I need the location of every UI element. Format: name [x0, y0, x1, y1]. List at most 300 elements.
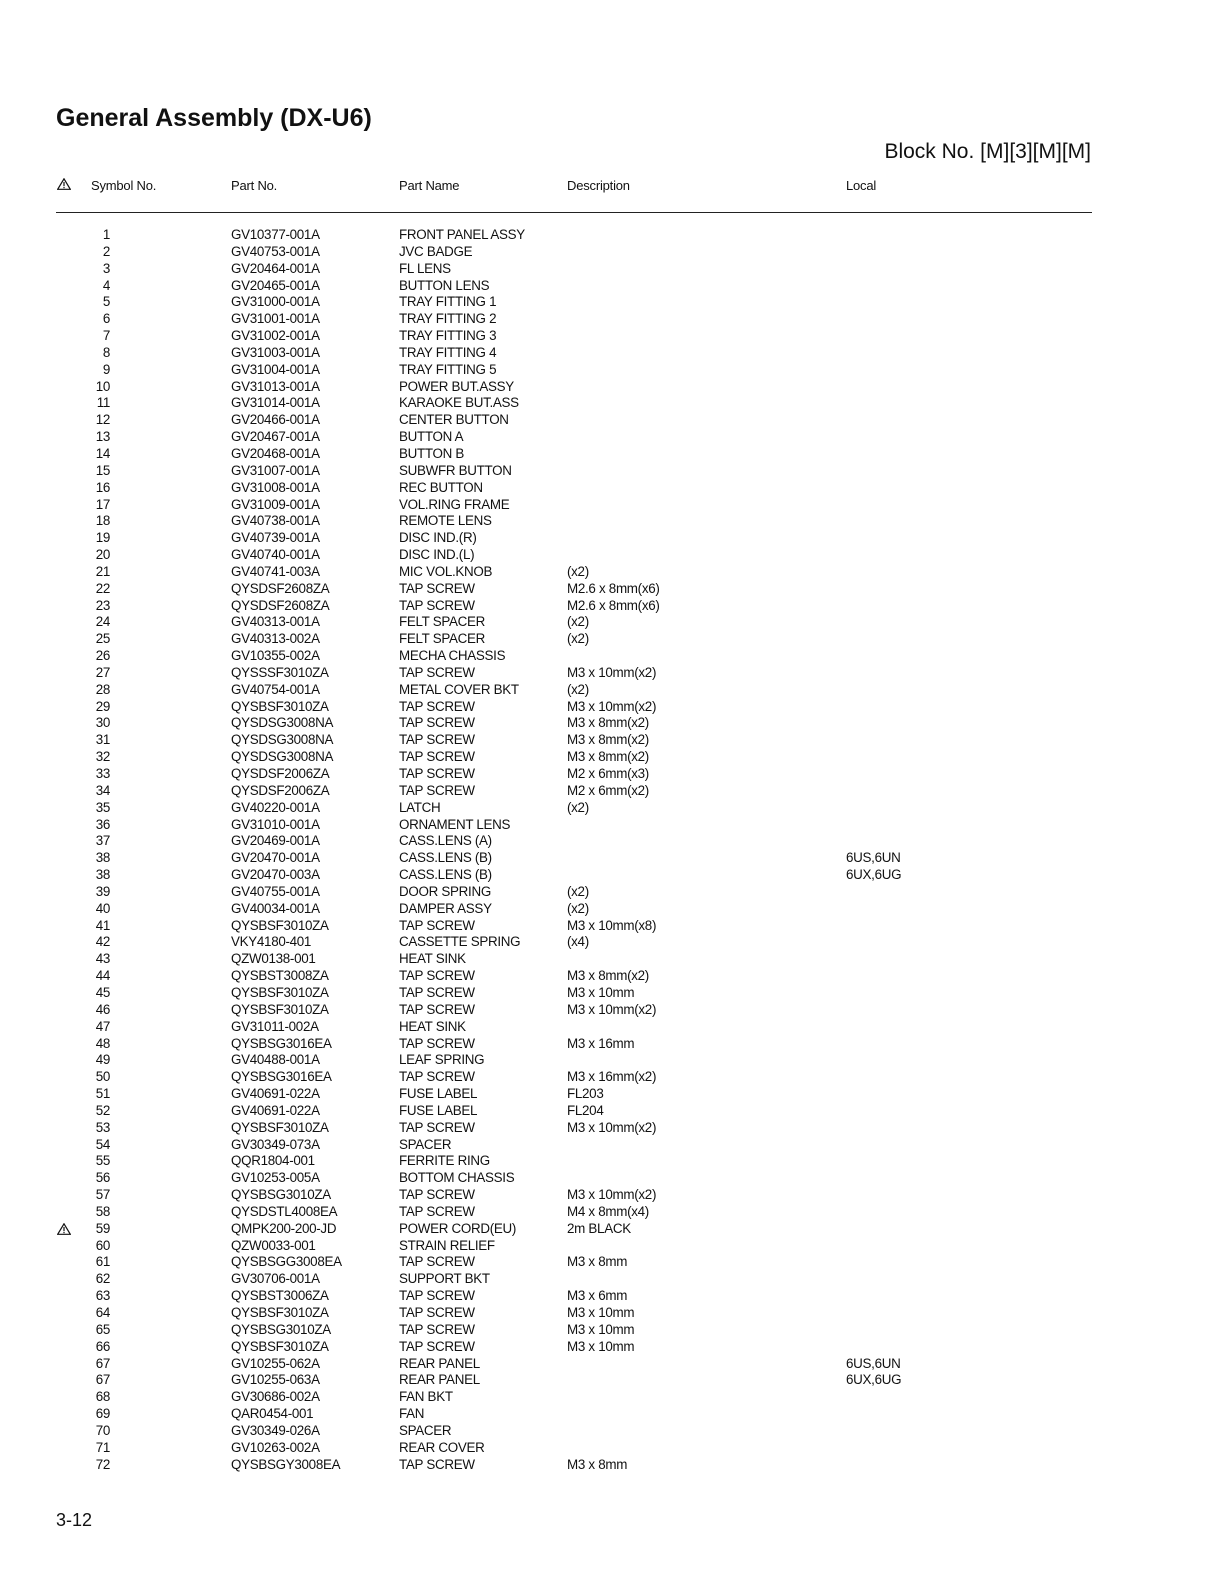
part-name-cell: POWER BUT.ASSY — [399, 378, 514, 394]
table-row — [0, 446, 1219, 463]
symbol-no-cell: 57 — [95, 1187, 110, 1203]
symbol-no-cell: 71 — [95, 1439, 110, 1455]
table-row — [0, 1423, 1219, 1440]
part-name-cell: REMOTE LENS — [399, 513, 492, 529]
table-row — [0, 1288, 1219, 1305]
description-cell: M2.6 x 8mm(x6) — [567, 580, 660, 596]
table-row — [0, 934, 1219, 951]
part-name-cell: TAP SCREW — [399, 749, 475, 765]
part-name-cell: TAP SCREW — [399, 766, 475, 781]
part-no-cell: QYSBSGG3008EA — [231, 1254, 342, 1270]
table-row — [0, 1086, 1219, 1103]
part-name-cell: TAP SCREW — [399, 1456, 475, 1472]
part-no-cell: QYSBSF3010ZA — [231, 1305, 329, 1320]
part-no-cell: QQR1804-001 — [231, 1153, 315, 1169]
symbol-no-cell: 43 — [95, 951, 110, 967]
part-no-cell: GV10263-002A — [231, 1439, 320, 1455]
symbol-no-cell: 52 — [95, 1102, 110, 1118]
symbol-no-cell: 49 — [95, 1052, 110, 1068]
symbol-no-cell: 1 — [102, 227, 110, 242]
table-row — [0, 598, 1219, 615]
symbol-no-cell: 55 — [95, 1153, 110, 1169]
symbol-no-cell: 70 — [95, 1422, 110, 1438]
symbol-no-cell: 38 — [95, 867, 110, 883]
table-row — [0, 715, 1219, 732]
description-cell: M3 x 16mm — [567, 1035, 635, 1051]
part-no-cell: QYSBSF3010ZA — [231, 1338, 329, 1354]
description-cell: M3 x 10mm(x2) — [567, 1001, 657, 1017]
symbol-no-cell: 35 — [95, 799, 110, 815]
symbol-no-cell: 18 — [95, 513, 110, 529]
table-row — [0, 1052, 1219, 1069]
table-row — [0, 648, 1219, 665]
part-no-cell: GV40313-002A — [231, 631, 320, 647]
part-no-cell: QMPK200-200-JD — [231, 1220, 337, 1236]
part-no-cell: QYSDSF2608ZA — [231, 597, 330, 613]
table-row — [0, 530, 1219, 547]
table-row — [0, 480, 1219, 497]
description-cell: (x2) — [567, 883, 589, 899]
symbol-no-cell: 4 — [102, 277, 110, 293]
symbol-no-cell: 17 — [95, 496, 110, 512]
table-row — [0, 800, 1219, 817]
symbol-no-cell: 12 — [95, 412, 110, 428]
symbol-no-cell: 62 — [95, 1271, 110, 1287]
part-no-cell: GV40755-001A — [231, 883, 320, 899]
part-name-cell: FELT SPACER — [399, 631, 485, 647]
table-row — [0, 1069, 1219, 1086]
warning-triangle-icon — [57, 178, 71, 190]
symbol-no-cell: 68 — [95, 1389, 110, 1405]
table-row — [0, 581, 1219, 598]
table-row — [0, 1440, 1219, 1457]
description-cell: (x4) — [567, 934, 589, 950]
part-no-cell: GV20470-003A — [231, 867, 320, 883]
table-row — [0, 614, 1219, 631]
symbol-no-cell: 34 — [95, 782, 110, 798]
table-row — [0, 968, 1219, 985]
part-name-cell: CASSETTE SPRING — [399, 934, 521, 950]
part-name-cell: BUTTON LENS — [399, 277, 490, 293]
part-name-cell: STRAIN RELIEF — [399, 1237, 495, 1253]
table-row — [0, 395, 1219, 412]
part-no-cell: QYSBSF3010ZA — [231, 1001, 329, 1017]
description-cell: M3 x 10mm — [567, 1305, 635, 1320]
part-name-cell: SUPPORT BKT — [399, 1271, 490, 1287]
symbol-no-cell: 54 — [95, 1136, 110, 1152]
symbol-no-cell: 23 — [95, 597, 110, 613]
part-name-cell: FAN — [399, 1406, 425, 1422]
symbol-no-cell: 53 — [95, 1119, 110, 1135]
table-row — [0, 833, 1219, 850]
part-no-cell: QYSDSG3008NA — [231, 732, 334, 748]
part-name-cell: FERRITE RING — [399, 1153, 490, 1169]
table-row — [0, 1170, 1219, 1187]
part-no-cell: QZW0033-001 — [231, 1237, 316, 1253]
symbol-no-cell: 61 — [95, 1254, 110, 1270]
part-no-cell: GV20468-001A — [231, 445, 320, 461]
part-name-cell: TAP SCREW — [399, 1203, 475, 1219]
part-no-cell: QYSBSGY3008EA — [231, 1456, 341, 1472]
part-no-cell: GV31014-001A — [231, 395, 320, 411]
symbol-no-cell: 41 — [95, 917, 110, 933]
part-name-cell: TAP SCREW — [399, 1305, 475, 1320]
part-name-cell: TAP SCREW — [399, 1119, 475, 1135]
part-no-cell: GV20470-001A — [231, 850, 320, 866]
part-no-cell: GV40739-001A — [231, 530, 320, 546]
header-symbol-no: Symbol No. — [91, 178, 157, 193]
part-name-cell: TAP SCREW — [399, 917, 475, 933]
part-name-cell: TRAY FITTING 5 — [399, 361, 497, 377]
part-no-cell: GV40754-001A — [231, 681, 320, 697]
table-row — [0, 1103, 1219, 1120]
part-name-cell: DOOR SPRING — [399, 883, 491, 899]
symbol-no-cell: 47 — [95, 1018, 110, 1034]
symbol-no-cell: 13 — [95, 429, 110, 445]
part-name-cell: FUSE LABEL — [399, 1102, 478, 1118]
table-row — [0, 328, 1219, 345]
part-name-cell: BUTTON A — [399, 429, 464, 445]
symbol-no-cell: 11 — [96, 395, 110, 411]
table-row — [0, 1238, 1219, 1255]
part-no-cell: GV31001-001A — [231, 311, 320, 327]
part-no-cell: GV40220-001A — [231, 799, 320, 815]
table-row — [0, 1356, 1219, 1373]
part-name-cell: FAN BKT — [399, 1389, 453, 1405]
local-cell: 6US,6UN — [846, 850, 901, 866]
description-cell: (x2) — [567, 799, 589, 815]
table-row — [0, 311, 1219, 328]
table-row — [0, 362, 1219, 379]
table-row — [0, 1120, 1219, 1137]
table-row — [0, 951, 1219, 968]
local-cell: 6US,6UN — [846, 1355, 901, 1371]
description-cell: M3 x 10mm — [567, 1321, 635, 1337]
table-row — [0, 850, 1219, 867]
part-name-cell: TAP SCREW — [399, 1288, 475, 1304]
table-row — [0, 1153, 1219, 1170]
part-name-cell: JVC BADGE — [399, 243, 473, 259]
symbol-no-cell: 36 — [95, 816, 110, 832]
table-row — [0, 1372, 1219, 1389]
description-cell: (x2) — [567, 681, 589, 697]
symbol-no-cell: 10 — [95, 378, 110, 394]
symbol-no-cell: 28 — [95, 681, 110, 697]
part-no-cell: QYSBSG3016EA — [231, 1069, 332, 1085]
symbol-no-cell: 64 — [95, 1305, 110, 1320]
part-no-cell: QYSBSG3010ZA — [231, 1321, 331, 1337]
table-row — [0, 1305, 1219, 1322]
part-name-cell: BUTTON B — [399, 445, 465, 461]
part-name-cell: BOTTOM CHASSIS — [399, 1170, 515, 1186]
symbol-no-cell: 51 — [95, 1086, 110, 1102]
part-no-cell: GV20464-001A — [231, 260, 320, 276]
table-row — [0, 1221, 1219, 1238]
description-cell: M2 x 6mm(x3) — [567, 766, 649, 781]
part-no-cell: GV10255-062A — [231, 1355, 320, 1371]
description-cell: M3 x 10mm(x2) — [567, 664, 657, 680]
table-row — [0, 1002, 1219, 1019]
part-name-cell: TAP SCREW — [399, 698, 475, 714]
part-name-cell: VOL.RING FRAME — [399, 496, 510, 512]
symbol-no-cell: 48 — [95, 1035, 110, 1051]
table-row — [0, 497, 1219, 514]
header-description: Description — [567, 178, 630, 193]
table-row — [0, 1457, 1219, 1474]
description-cell: FL203 — [567, 1086, 604, 1102]
part-name-cell: SUBWFR BUTTON — [399, 462, 512, 478]
table-row — [0, 1339, 1219, 1356]
part-no-cell: QAR0454-001 — [231, 1406, 314, 1422]
symbol-no-cell: 31 — [95, 732, 110, 748]
part-name-cell: TAP SCREW — [399, 1035, 475, 1051]
header-local: Local — [846, 178, 877, 193]
table-row — [0, 244, 1219, 261]
symbol-no-cell: 9 — [102, 361, 110, 377]
description-cell: (x2) — [567, 563, 589, 579]
symbol-no-cell: 3 — [102, 260, 110, 276]
description-cell: (x2) — [567, 614, 589, 630]
part-no-cell: GV40740-001A — [231, 547, 320, 563]
part-no-cell: QYSBST3006ZA — [231, 1288, 329, 1304]
symbol-no-cell: 25 — [95, 631, 110, 647]
description-cell: M3 x 10mm(x8) — [567, 917, 657, 933]
description-cell: M3 x 10mm(x2) — [567, 1187, 657, 1203]
part-name-cell: TAP SCREW — [399, 1254, 475, 1270]
table-row — [0, 429, 1219, 446]
part-name-cell: MIC VOL.KNOB — [399, 563, 493, 579]
description-cell: M3 x 8mm(x2) — [567, 732, 649, 748]
parts-list — [0, 227, 1219, 1473]
symbol-no-cell: 24 — [95, 614, 110, 630]
part-name-cell: TAP SCREW — [399, 968, 475, 984]
table-row — [0, 1322, 1219, 1339]
symbol-no-cell: 15 — [95, 462, 110, 478]
part-no-cell: GV31002-001A — [231, 328, 320, 344]
symbol-no-cell: 22 — [95, 580, 110, 596]
part-name-cell: SPACER — [399, 1422, 452, 1438]
part-name-cell: DISC IND.(L) — [399, 547, 475, 563]
description-cell: M2 x 6mm(x2) — [567, 782, 649, 798]
symbol-no-cell: 58 — [95, 1203, 110, 1219]
table-row — [0, 1389, 1219, 1406]
part-name-cell: REAR PANEL — [399, 1372, 480, 1388]
part-no-cell: QYSDSF2608ZA — [231, 580, 330, 596]
part-no-cell: GV20467-001A — [231, 429, 320, 445]
symbol-no-cell: 14 — [95, 445, 110, 461]
part-name-cell: KARAOKE BUT.ASS — [399, 395, 519, 411]
part-name-cell: REAR PANEL — [399, 1355, 480, 1371]
description-cell: M3 x 6mm — [567, 1288, 628, 1304]
part-no-cell: GV30349-026A — [231, 1422, 320, 1438]
part-no-cell: QYSBSF3010ZA — [231, 984, 329, 1000]
symbol-no-cell: 66 — [95, 1338, 110, 1354]
part-no-cell: QYSBSF3010ZA — [231, 1119, 329, 1135]
part-no-cell: GV31003-001A — [231, 344, 320, 360]
description-cell: 2m BLACK — [567, 1220, 631, 1236]
table-row — [0, 1137, 1219, 1154]
table-row — [0, 665, 1219, 682]
symbol-no-cell: 65 — [95, 1321, 110, 1337]
table-row — [0, 631, 1219, 648]
table-row — [0, 278, 1219, 295]
part-name-cell: SPACER — [399, 1136, 452, 1152]
part-name-cell: TAP SCREW — [399, 1321, 475, 1337]
part-name-cell: TRAY FITTING 4 — [399, 344, 497, 360]
part-name-cell: POWER CORD(EU) — [399, 1220, 517, 1236]
part-name-cell: HEAT SINK — [399, 951, 466, 967]
part-name-cell: METAL COVER BKT — [399, 681, 519, 697]
warning-column-header — [57, 178, 71, 193]
table-row — [0, 732, 1219, 749]
symbol-no-cell: 29 — [95, 698, 110, 714]
symbol-no-cell: 19 — [95, 530, 110, 546]
part-name-cell: DISC IND.(R) — [399, 530, 477, 546]
description-cell: M3 x 16mm(x2) — [567, 1069, 657, 1085]
symbol-no-cell: 63 — [95, 1288, 110, 1304]
part-name-cell: TAP SCREW — [399, 715, 475, 731]
symbol-no-cell: 30 — [95, 715, 110, 731]
table-row — [0, 463, 1219, 480]
part-no-cell: VKY4180-401 — [231, 934, 312, 950]
part-no-cell: GV31011-002A — [231, 1018, 319, 1034]
description-cell: FL204 — [567, 1102, 604, 1118]
part-name-cell: DAMPER ASSY — [399, 900, 492, 916]
part-name-cell: MECHA CHASSIS — [399, 648, 506, 664]
part-no-cell: GV20465-001A — [231, 277, 320, 293]
symbol-no-cell: 16 — [95, 479, 110, 495]
part-name-cell: CASS.LENS (B) — [399, 867, 492, 883]
symbol-no-cell: 60 — [95, 1237, 110, 1253]
part-name-cell: TAP SCREW — [399, 1069, 475, 1085]
symbol-no-cell: 32 — [95, 749, 110, 765]
table-row — [0, 918, 1219, 935]
symbol-no-cell: 7 — [102, 328, 110, 344]
symbol-no-cell: 69 — [95, 1406, 110, 1422]
part-name-cell: CASS.LENS (B) — [399, 850, 492, 866]
symbol-no-cell: 67 — [95, 1372, 110, 1388]
part-name-cell: TAP SCREW — [399, 1338, 475, 1354]
description-cell: M3 x 10mm(x2) — [567, 1119, 657, 1135]
description-cell: M3 x 8mm(x2) — [567, 749, 649, 765]
part-no-cell: QYSDSTL4008EA — [231, 1203, 338, 1219]
part-name-cell: LATCH — [399, 799, 441, 815]
symbol-no-cell: 26 — [95, 648, 110, 664]
table-row — [0, 1406, 1219, 1423]
page-number: 3-12 — [56, 1510, 93, 1530]
part-no-cell: GV31007-001A — [231, 462, 320, 478]
part-no-cell: GV10255-063A — [231, 1372, 320, 1388]
symbol-no-cell: 39 — [95, 883, 110, 899]
part-no-cell: GV40691-022A — [231, 1086, 320, 1102]
part-no-cell: GV30686-002A — [231, 1389, 320, 1405]
part-name-cell: TAP SCREW — [399, 664, 475, 680]
part-no-cell: QYSBSG3010ZA — [231, 1187, 331, 1203]
part-no-cell: QYSDSG3008NA — [231, 749, 334, 765]
part-no-cell: GV10253-005A — [231, 1170, 320, 1186]
description-cell: M3 x 10mm(x2) — [567, 698, 657, 714]
part-name-cell: TRAY FITTING 2 — [399, 311, 497, 327]
symbol-no-cell: 56 — [95, 1170, 110, 1186]
symbol-no-cell: 8 — [102, 344, 110, 360]
local-cell: 6UX,6UG — [846, 1372, 902, 1388]
table-row — [0, 294, 1219, 311]
part-name-cell: TAP SCREW — [399, 1001, 475, 1017]
symbol-no-cell: 46 — [95, 1001, 110, 1017]
table-row — [0, 1019, 1219, 1036]
part-no-cell: GV30706-001A — [231, 1271, 320, 1287]
table-row — [0, 345, 1219, 362]
part-no-cell: GV31013-001A — [231, 378, 320, 394]
description-cell: M3 x 8mm — [567, 1456, 628, 1472]
page-title: General Assembly (DX-U6) — [56, 104, 372, 132]
symbol-no-cell: 72 — [95, 1456, 110, 1472]
symbol-no-cell: 38 — [95, 850, 110, 866]
symbol-no-cell: 33 — [95, 766, 110, 781]
part-no-cell: GV31009-001A — [231, 496, 320, 512]
table-row — [0, 682, 1219, 699]
table-row — [0, 817, 1219, 834]
symbol-no-cell: 44 — [95, 968, 110, 984]
symbol-no-cell: 21 — [95, 563, 110, 579]
header-part-name: Part Name — [399, 178, 460, 193]
part-no-cell: QYSDSF2006ZA — [231, 782, 330, 798]
part-no-cell: GV31004-001A — [231, 361, 320, 377]
description-cell: (x2) — [567, 631, 589, 647]
part-no-cell: GV31010-001A — [231, 816, 320, 832]
part-name-cell: REAR COVER — [399, 1439, 485, 1455]
part-no-cell: GV10377-001A — [231, 227, 320, 242]
part-no-cell: GV40753-001A — [231, 243, 320, 259]
symbol-no-cell: 2 — [102, 243, 110, 259]
part-no-cell: GV30349-073A — [231, 1136, 320, 1152]
symbol-no-cell: 27 — [95, 664, 110, 680]
part-no-cell: GV31008-001A — [231, 479, 320, 495]
table-row — [0, 379, 1219, 396]
part-name-cell: TAP SCREW — [399, 1187, 475, 1203]
description-cell: M3 x 8mm(x2) — [567, 968, 649, 984]
local-cell: 6UX,6UG — [846, 867, 902, 883]
table-row — [0, 412, 1219, 429]
table-row — [0, 699, 1219, 716]
table-row — [0, 1204, 1219, 1221]
part-name-cell: ORNAMENT LENS — [399, 816, 511, 832]
part-no-cell: GV40741-003A — [231, 563, 320, 579]
table-row — [0, 1271, 1219, 1288]
description-cell: M3 x 8mm — [567, 1254, 628, 1270]
part-name-cell: TAP SCREW — [399, 984, 475, 1000]
symbol-no-cell: 5 — [102, 294, 110, 310]
part-name-cell: TRAY FITTING 1 — [399, 294, 497, 310]
part-no-cell: GV20466-001A — [231, 412, 320, 428]
part-no-cell: GV40313-001A — [231, 614, 320, 630]
part-name-cell: TAP SCREW — [399, 580, 475, 596]
part-no-cell: GV40034-001A — [231, 900, 320, 916]
symbol-no-cell: 45 — [95, 984, 110, 1000]
part-name-cell: CENTER BUTTON — [399, 412, 509, 428]
table-row — [0, 1254, 1219, 1271]
symbol-no-cell: 50 — [95, 1069, 110, 1085]
part-no-cell: QYSDSG3008NA — [231, 715, 334, 731]
description-cell: M2.6 x 8mm(x6) — [567, 597, 660, 613]
description-cell: (x2) — [567, 900, 589, 916]
table-row — [0, 227, 1219, 244]
part-name-cell: TRAY FITTING 3 — [399, 328, 497, 344]
part-name-cell: REC BUTTON — [399, 479, 483, 495]
part-no-cell: GV40488-001A — [231, 1052, 320, 1068]
part-no-cell: QYSBSF3010ZA — [231, 698, 329, 714]
block-number: Block No. [M][3][M][M] — [884, 140, 1091, 163]
